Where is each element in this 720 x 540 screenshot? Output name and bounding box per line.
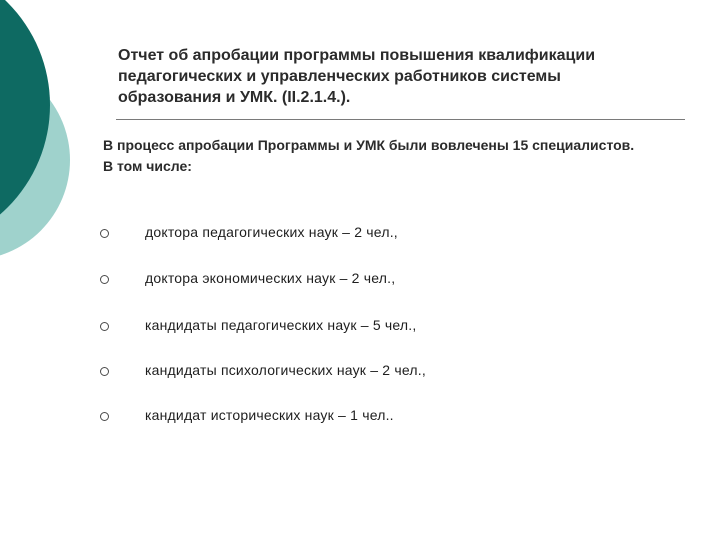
intro-line-2: В том числе:: [103, 158, 192, 174]
list-item-text: кандидаты психологических наук – 2 чел.,: [145, 362, 426, 378]
title-line-1: Отчет об апробации программы повышения квалификации: [118, 47, 596, 64]
decorative-circles: [0, 0, 110, 300]
intro-text: [103, 135, 634, 177]
intro-line-1: В процесс апробации Программы и УМК были вовлечены 15 специалистов.: [103, 137, 635, 153]
slide-title: [118, 45, 678, 108]
title-divider: [116, 119, 685, 120]
circle-bullet-icon: [100, 412, 109, 421]
title-line-3: образования и УМК. (II.2.1.4.).: [118, 89, 351, 106]
list-item-text: кандидаты педагогических наук – 5 чел.,: [145, 317, 417, 333]
circle-bullet-icon: [100, 367, 109, 376]
circle-bullet-icon: [100, 229, 109, 238]
title-line-2: педагогических и управленческих работников системы: [118, 68, 561, 85]
circle-bullet-icon: [100, 322, 109, 331]
circle-bullet-icon: [100, 275, 109, 284]
list-item-text: доктора педагогических наук – 2 чел.,: [145, 224, 398, 240]
list-item-text: кандидат исторических наук – 1 чел..: [145, 407, 394, 423]
list-item-text: доктора экономических наук – 2 чел.,: [145, 270, 396, 286]
